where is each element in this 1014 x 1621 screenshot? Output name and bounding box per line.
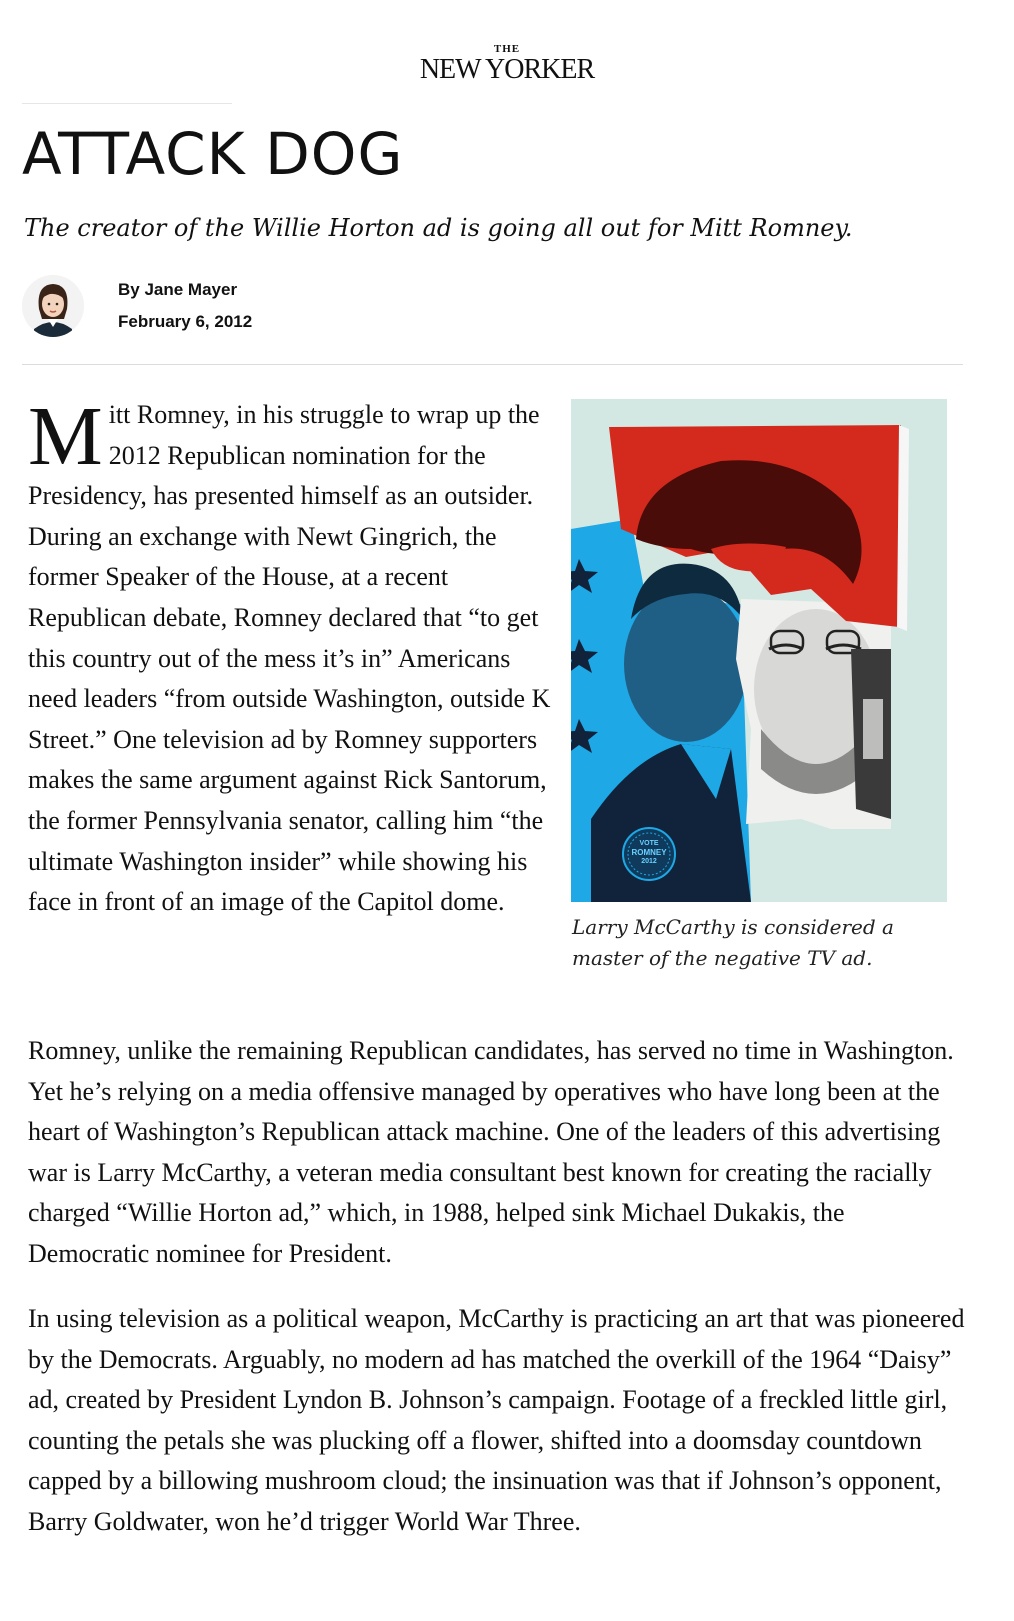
paragraph-1 [28, 390, 558, 923]
badge-vote-text: VOTE [639, 840, 659, 847]
collage-illustration-image [571, 399, 947, 902]
vote-romney-badge [629, 839, 669, 866]
badge-year-text: 2012 [641, 858, 657, 865]
article-illustration[interactable] [571, 399, 947, 902]
paragraph-2: Romney, unlike the remaining Republican candidates, has served no time in Washington. Yet he’s relying on a media offensive managed by operatives who have long been at the heart of Washington’s Republican attack machine. One of the leaders of this advertising war is Larry McCarthy, a veteran media consultant best known for creating the racially charged “Willie Horton ad,” which, in 1988, helped sink Michael Dukakis, the Democratic nominee for President. [28, 1036, 954, 1268]
article-date: February 6, 2012 [118, 312, 253, 331]
article-dek: The creator of the Willie Horton ad is going all out for Mitt Romney. [24, 214, 853, 242]
author-avatar[interactable] [22, 275, 84, 337]
header-divider [22, 103, 232, 104]
paragraph-3: In using television as a political weapon, McCarthy is practicing an art that was pioneered by the Democrats. Arguably, no modern ad has matched the overkill of the 1964 “Daisy” ad, created by President Lyndon B. Johnson’s campaign. Footage of a freckled little girl, counting the petals she was plucking off a flower, shifted into a doomsday countdown capped by a billowing mushroom cloud; the insinuation was that if Johnson’s opponent, Barry Goldwater, won he’d trigger World War Three. [28, 1304, 965, 1536]
masthead-logo[interactable] [0, 44, 1014, 85]
drop-cap: M [28, 390, 103, 483]
paragraph-1-text: itt Romney, in his struggle to wrap up the 2012 Republican nomination for the Presidency, has presented himself as an outsider. During an exchange with Newt Gingrich, the former Speaker of the House, at a recent Republican debate, Romney declared that “to get this country out of the mess it’s in” Americans need leaders “from outside Washington, outside K Street.” One television ad by Romney supporters makes the same argument against Rick Santorum, the former Pennsylvania senator, calling him “the ultimate Washington insider” while showing his face in front of an image of the Capitol dome. [28, 400, 551, 917]
masthead-name: NEW YORKER [419, 54, 595, 85]
article-byline[interactable]: By Jane Mayer [118, 280, 238, 299]
byline-divider [22, 364, 963, 365]
author-portrait-icon [22, 275, 84, 337]
illustration-caption: Larry McCarthy is considered a master of the negative TV ad. [572, 915, 894, 970]
article-headline: ATTACK DOG [22, 120, 404, 188]
masthead-the: THE [493, 43, 521, 55]
badge-name-text: ROMNEY [631, 848, 667, 857]
